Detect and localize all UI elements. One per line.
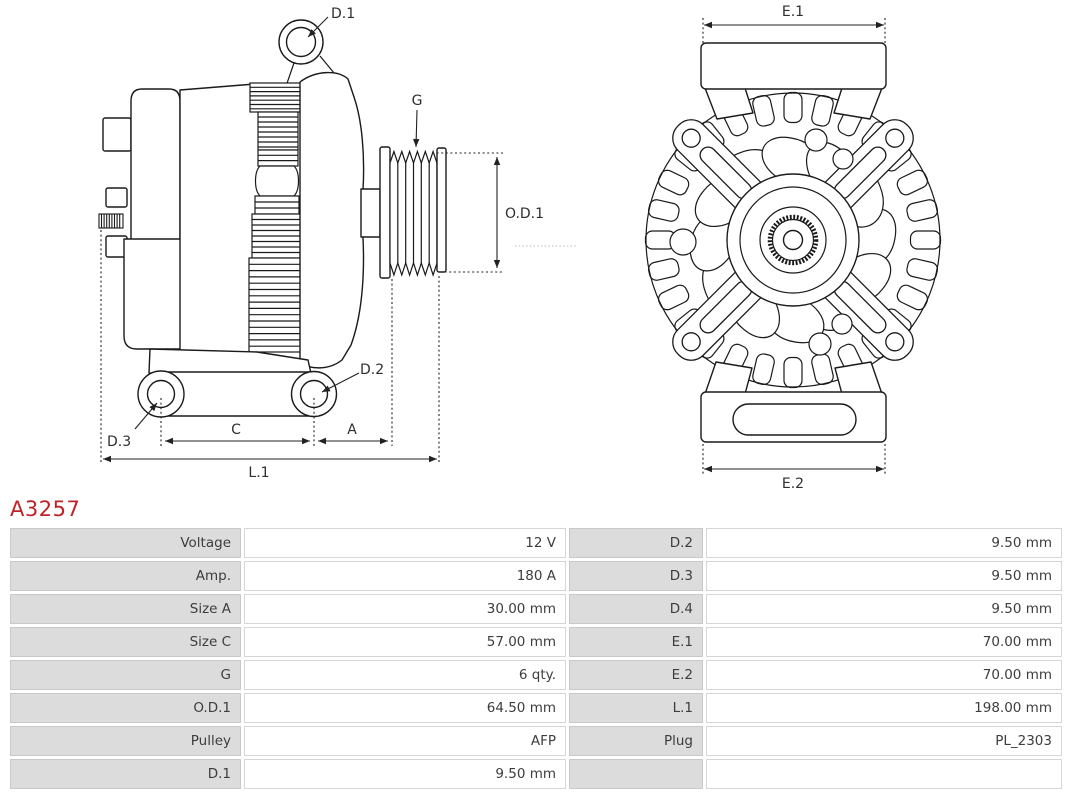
spec-value: AFP bbox=[244, 726, 566, 756]
dim-label-c: C bbox=[231, 422, 241, 438]
spec-table bbox=[7, 525, 1065, 792]
spec-label: Amp. bbox=[10, 561, 241, 591]
spec-label: E.1 bbox=[569, 627, 703, 657]
table-row bbox=[10, 528, 1062, 558]
dim-label-od1: O.D.1 bbox=[505, 206, 545, 222]
spec-value: 6 qty. bbox=[244, 660, 566, 690]
spec-label: Voltage bbox=[10, 528, 241, 558]
shaft-hole bbox=[784, 231, 803, 250]
spec-label: D.3 bbox=[569, 561, 703, 591]
spec-label bbox=[569, 759, 703, 789]
spec-value: 9.50 mm bbox=[706, 528, 1062, 558]
table-row bbox=[10, 660, 1062, 690]
spec-value: PL_2303 bbox=[706, 726, 1062, 756]
dim-label-a: A bbox=[347, 422, 357, 438]
spec-label: G bbox=[10, 660, 241, 690]
dim-label-e1: E.1 bbox=[781, 4, 805, 20]
spec-value: 198.00 mm bbox=[706, 693, 1062, 723]
spec-label: L.1 bbox=[569, 693, 703, 723]
spec-value: 70.00 mm bbox=[706, 660, 1062, 690]
table-row bbox=[10, 627, 1062, 657]
spec-label: D.1 bbox=[10, 759, 241, 789]
rear-housing-upper bbox=[131, 89, 180, 241]
dim-label-d2: D.2 bbox=[360, 362, 385, 378]
dim-label-l1: L.1 bbox=[248, 465, 270, 481]
threaded-terminal bbox=[99, 214, 123, 228]
spec-label: Pulley bbox=[10, 726, 241, 756]
spec-value: 9.50 mm bbox=[244, 759, 566, 789]
pulley-grooves bbox=[390, 152, 437, 276]
rear-terminals bbox=[99, 118, 131, 257]
front-view bbox=[646, 4, 941, 492]
part-number: A3257 bbox=[10, 497, 81, 521]
spec-value: 9.50 mm bbox=[706, 561, 1062, 591]
hub bbox=[727, 174, 859, 306]
spec-value: 9.50 mm bbox=[706, 594, 1062, 624]
spec-value: 30.00 mm bbox=[244, 594, 566, 624]
table-row bbox=[10, 561, 1062, 591]
dim-label-d1: D.1 bbox=[331, 6, 356, 22]
spec-label: D.4 bbox=[569, 594, 703, 624]
spec-label: Size A bbox=[10, 594, 241, 624]
side-view bbox=[99, 6, 578, 481]
spec-value: 70.00 mm bbox=[706, 627, 1062, 657]
dim-label-d3: D.3 bbox=[107, 434, 132, 450]
spec-label: E.2 bbox=[569, 660, 703, 690]
spec-value: 57.00 mm bbox=[244, 627, 566, 657]
pulley bbox=[380, 147, 446, 278]
front-housing bbox=[300, 73, 364, 368]
spec-label: Plug bbox=[569, 726, 703, 756]
table-row bbox=[10, 759, 1062, 789]
table-row bbox=[10, 726, 1062, 756]
spec-value: 64.50 mm bbox=[244, 693, 566, 723]
table-row bbox=[10, 594, 1062, 624]
shaft-stub bbox=[361, 189, 380, 237]
spec-label: D.2 bbox=[569, 528, 703, 558]
dim-label-e2: E.2 bbox=[781, 476, 805, 492]
spec-label: Size C bbox=[10, 627, 241, 657]
spec-value: 12 V bbox=[244, 528, 566, 558]
stator-ribs bbox=[249, 83, 306, 352]
table-row bbox=[10, 693, 1062, 723]
dim-label-g: G bbox=[411, 93, 423, 109]
spec-value: 180 A bbox=[244, 561, 566, 591]
spec-label: O.D.1 bbox=[10, 693, 241, 723]
spec-value bbox=[706, 759, 1062, 789]
